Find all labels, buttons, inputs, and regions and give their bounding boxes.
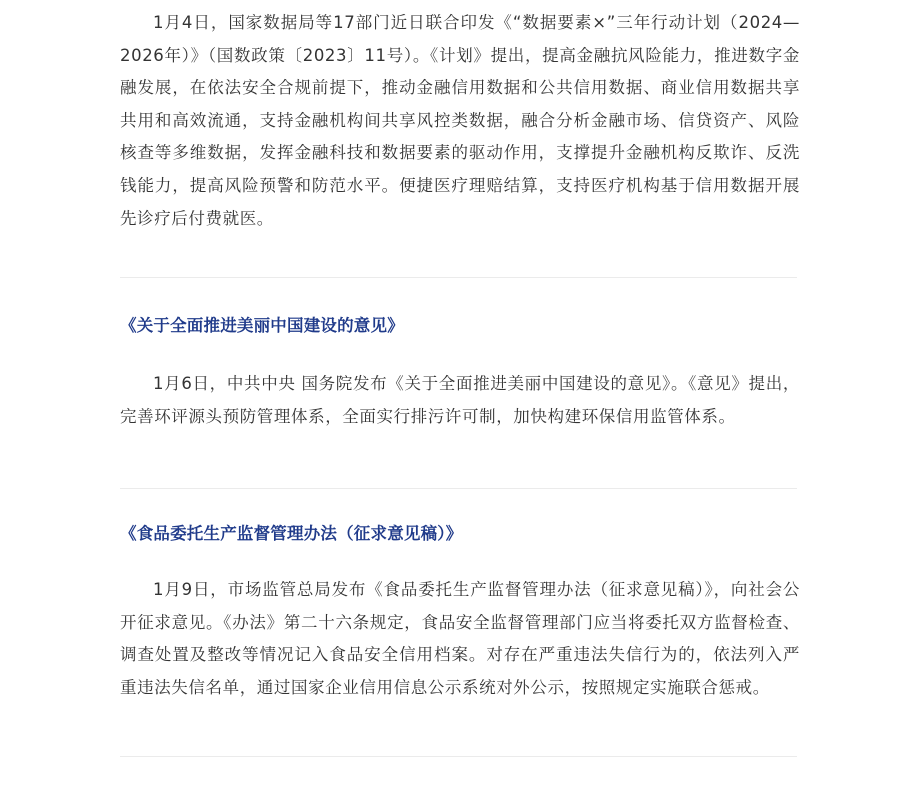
section-divider bbox=[120, 488, 797, 489]
section-title-beautiful-china: 《关于全面推进美丽中国建设的意见》 bbox=[120, 316, 404, 335]
section-title-food-production: 《食品委托生产监督管理办法（征求意见稿）》 bbox=[120, 524, 463, 543]
paragraph-beautiful-china: 1月6日，中共中央 国务院发布《关于全面推进美丽中国建设的意见》。《意见》提出，完善环评源头预防管理体系，全面实行排污许可制，加快构建环保信用监管体系。 bbox=[120, 374, 800, 426]
section-divider bbox=[120, 756, 797, 757]
section-divider bbox=[120, 277, 797, 278]
paragraph-data-elements-plan: 1月4日，国家数据局等17部门近日联合印发《“数据要素×”三年行动计划（2024—2026年）》（国数政策〔2023〕11号）。《计划》提出，提高金融抗风险能力，推进数字金融发展，在依法安全合规前提下，推动金融信用数据和公共信用数据、商业信用数据共享共用和高效流通，支持金融机构间共享风控类数据，融合分析金融市场、信贷资产、风险核查等多维数据，发挥金融科技和数据要素的驱动作用，支撑提升金融机构反欺诈、反洗钱能力，提高风险预警和防范水平。便捷医疗理赔结算，支持医疗机构基于信用数据开展先诊疗后付费就医。 bbox=[120, 13, 800, 228]
paragraph-food-production: 1月9日，市场监管总局发布《食品委托生产监督管理办法（征求意见稿）》，向社会公开征求意见。《办法》第二十六条规定，食品安全监督管理部门应当将委托双方监督检查、调查处置及整改等情况记入食品安全信用档案。对存在严重违法失信行为的，依法列入严重违法失信名单，通过国家企业信用信息公示系统对外公示，按照规定实施联合惩戒。 bbox=[120, 580, 800, 697]
